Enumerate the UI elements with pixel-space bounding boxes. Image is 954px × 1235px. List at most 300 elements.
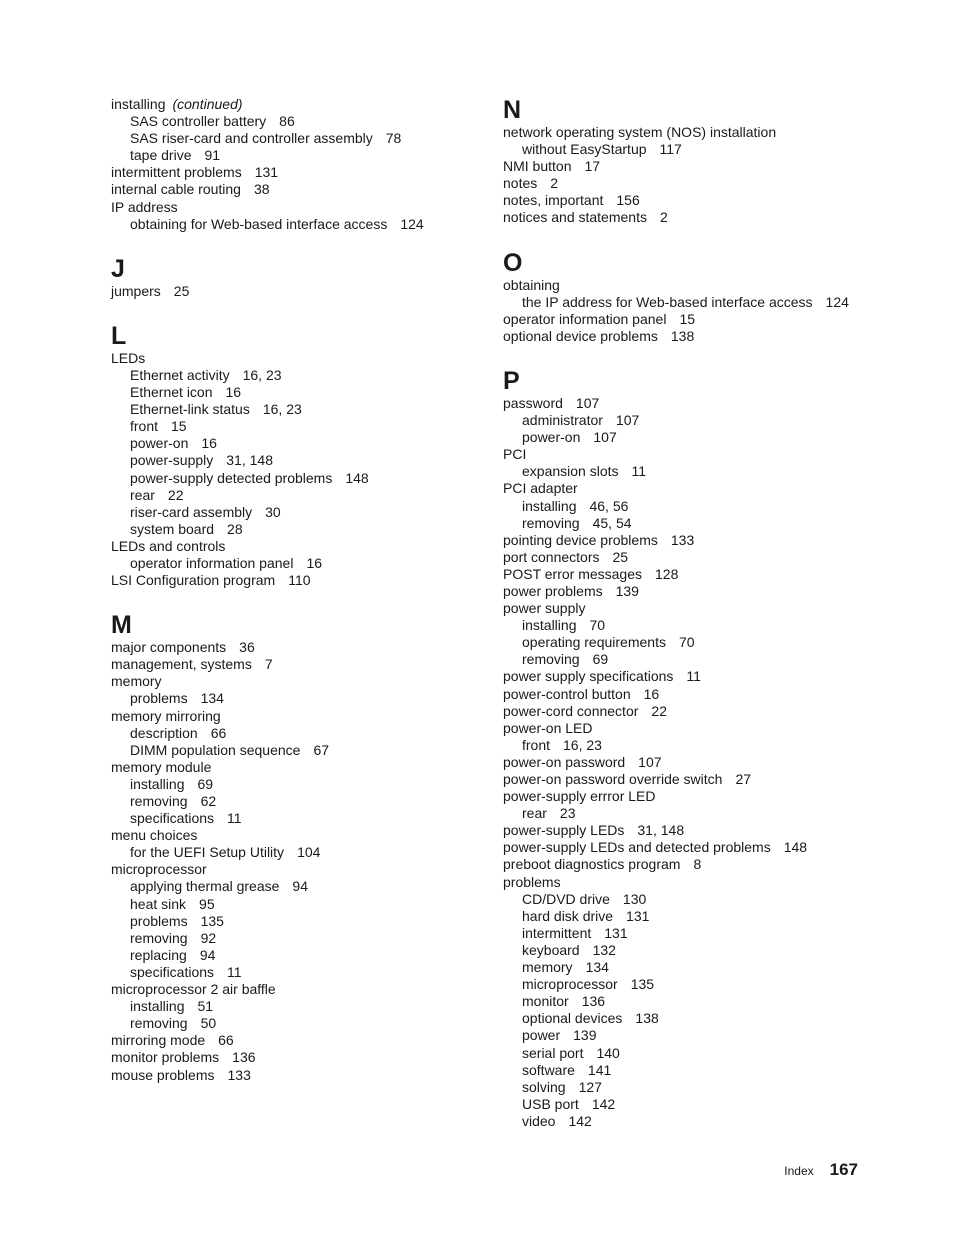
index-term: removing xyxy=(522,514,580,531)
page-reference: 66 xyxy=(210,724,227,741)
index-entry xyxy=(111,350,491,367)
index-subentry xyxy=(503,294,903,311)
page-reference: 135 xyxy=(200,912,224,929)
index-subentry xyxy=(111,947,491,964)
index-subentry xyxy=(503,498,903,515)
page-reference: 94 xyxy=(199,946,216,963)
page-reference: 134 xyxy=(200,690,224,707)
page-reference: 141 xyxy=(587,1061,612,1078)
index-term: microprocessor xyxy=(522,976,618,993)
index-subentry xyxy=(111,793,491,810)
page-reference: 86 xyxy=(279,113,295,130)
index-entry xyxy=(111,759,491,776)
index-subentry xyxy=(503,805,903,822)
page-reference: 31, 148 xyxy=(226,452,273,469)
index-subentry xyxy=(503,1062,903,1079)
index-term: software xyxy=(522,1061,575,1078)
index-subentry xyxy=(503,617,903,634)
index-entry xyxy=(111,199,491,216)
index-term: LEDs xyxy=(111,349,146,366)
page-reference: 15 xyxy=(679,310,696,327)
index-entry xyxy=(503,124,903,141)
index-subentry xyxy=(111,690,491,707)
index-subentry xyxy=(503,1027,903,1044)
page-reference: 36 xyxy=(239,639,255,656)
page-reference: 107 xyxy=(593,429,617,446)
page-reference: 107 xyxy=(638,753,662,770)
index-subentry xyxy=(111,384,491,401)
index-entry xyxy=(503,277,903,294)
index-term: LEDs and controls xyxy=(111,537,226,554)
page-reference: 25 xyxy=(612,548,629,565)
index-subentry xyxy=(111,878,491,895)
index-subentry xyxy=(503,634,903,651)
index-term: specifications xyxy=(130,963,215,980)
index-term: monitor problems xyxy=(111,1049,220,1066)
index-term: mouse problems xyxy=(111,1066,215,1083)
index-entry xyxy=(111,981,491,998)
index-letter-heading: M xyxy=(111,611,132,640)
index-term: replacing xyxy=(130,946,187,963)
page-reference: 78 xyxy=(385,130,402,147)
index-term: power xyxy=(522,1027,561,1044)
index-entry xyxy=(503,686,903,703)
index-column-left xyxy=(111,96,491,1084)
index-term: removing xyxy=(522,651,580,668)
index-subentry xyxy=(111,367,491,384)
page-reference: 66 xyxy=(218,1032,234,1049)
index-term: power supply specifications xyxy=(503,668,674,685)
index-entry xyxy=(503,549,903,566)
index-subentry xyxy=(111,470,491,487)
index-term: microprocessor 2 air baffle xyxy=(111,981,276,998)
index-subentry xyxy=(111,725,491,742)
index-term: installing xyxy=(111,96,166,112)
index-term: without EasyStartup xyxy=(522,141,647,158)
index-term: SAS riser-card and controller assembly xyxy=(130,130,373,147)
index-entry xyxy=(503,856,903,873)
page-reference: 138 xyxy=(635,1010,659,1027)
index-entry xyxy=(503,532,903,549)
page-reference: 95 xyxy=(199,895,215,912)
index-entry xyxy=(503,668,903,685)
index-term: management, systems xyxy=(111,656,252,673)
index-term: notices and statements xyxy=(503,209,647,226)
index-term: operator information panel xyxy=(503,310,667,327)
index-subentry xyxy=(111,487,491,504)
index-term: menu choices xyxy=(111,827,198,844)
index-term: USB port xyxy=(522,1095,579,1112)
index-subentry xyxy=(503,141,903,158)
index-entry xyxy=(503,874,903,891)
index-subentry xyxy=(111,504,491,521)
page-reference: 11 xyxy=(227,810,242,827)
index-term: monitor xyxy=(522,993,569,1010)
index-subentry xyxy=(503,976,903,993)
index-term: installing xyxy=(130,998,185,1015)
page-reference: 16, 23 xyxy=(242,366,282,383)
index-term: internal cable routing xyxy=(111,181,241,198)
index-subentry xyxy=(503,651,903,668)
index-term: installing xyxy=(522,497,577,514)
index-entry xyxy=(503,771,903,788)
index-subentry xyxy=(111,896,491,913)
page-reference: 70 xyxy=(589,617,606,634)
page-reference: 25 xyxy=(173,282,190,299)
index-term: problems xyxy=(130,690,188,707)
index-term: power-supply errror LED xyxy=(503,788,656,805)
index-term: power supply xyxy=(503,600,586,617)
index-subentry xyxy=(503,1045,903,1062)
index-subentry xyxy=(503,925,903,942)
index-entry xyxy=(111,181,491,198)
page-reference: 117 xyxy=(659,141,682,158)
index-letter-heading: N xyxy=(503,96,522,124)
index-entry xyxy=(503,311,903,328)
index-term: CD/DVD drive xyxy=(522,890,610,907)
index-subentry xyxy=(503,1113,903,1130)
index-subentry xyxy=(503,737,903,754)
index-term: power-on xyxy=(130,435,189,452)
index-subentry xyxy=(503,1010,903,1027)
index-entry xyxy=(503,600,903,617)
index-entry xyxy=(111,96,491,113)
index-term: removing xyxy=(130,929,188,946)
page-reference: 22 xyxy=(651,702,667,719)
index-entry xyxy=(111,572,491,589)
index-subentry xyxy=(111,130,491,147)
index-entry xyxy=(111,1067,491,1084)
page-reference: 67 xyxy=(313,741,330,758)
page-reference: 136 xyxy=(232,1049,256,1066)
page-number: 167 xyxy=(829,1160,858,1179)
index-letter-heading: J xyxy=(111,254,125,283)
index-term: memory module xyxy=(111,758,212,775)
index-term: for the UEFI Setup Utility xyxy=(130,844,285,861)
page-reference: 156 xyxy=(616,192,640,209)
page-reference: 139 xyxy=(573,1027,597,1044)
index-subentry xyxy=(111,964,491,981)
page-reference: 38 xyxy=(253,181,270,198)
index-term: tape drive xyxy=(130,147,192,164)
index-entry xyxy=(111,861,491,878)
index-term: optional devices xyxy=(522,1010,623,1027)
index-term: jumpers xyxy=(111,282,161,299)
index-term: description xyxy=(130,724,198,741)
page-reference: 133 xyxy=(227,1066,251,1083)
index-entry xyxy=(503,328,903,345)
index-entry xyxy=(503,720,903,737)
page-reference: 148 xyxy=(345,469,369,486)
index-entry xyxy=(503,566,903,583)
index-entry xyxy=(111,283,491,300)
page-reference: 124 xyxy=(400,215,424,232)
index-term: network operating system (NOS) installation xyxy=(503,124,777,140)
index-entry xyxy=(503,839,903,856)
index-term: removing xyxy=(130,1015,188,1032)
index-term: major components xyxy=(111,639,227,656)
index-subentry xyxy=(503,959,903,976)
index-subentry xyxy=(111,435,491,452)
index-subentry xyxy=(503,993,903,1010)
index-term: pointing device problems xyxy=(503,531,658,548)
index-entry xyxy=(111,656,491,673)
index-subentry xyxy=(111,418,491,435)
index-term: power-supply LEDs xyxy=(503,822,625,839)
page-reference: 107 xyxy=(575,394,600,411)
page-reference: 70 xyxy=(678,634,695,651)
index-subentry xyxy=(503,1096,903,1113)
index-subentry xyxy=(503,1079,903,1096)
page-reference: 28 xyxy=(227,520,243,537)
index-term: operator information panel xyxy=(130,554,294,571)
page-reference: 7 xyxy=(264,656,273,673)
index-term: power-control button xyxy=(503,685,631,702)
page-reference: 45, 54 xyxy=(592,514,632,531)
page-reference: 46, 56 xyxy=(589,497,629,514)
page-reference: 127 xyxy=(578,1078,602,1095)
page-reference: 135 xyxy=(630,976,655,993)
index-term: Ethernet-link status xyxy=(130,401,250,418)
index-term: intermittent problems xyxy=(111,164,242,181)
index-letter-heading: O xyxy=(503,248,523,277)
index-entry xyxy=(111,1032,491,1049)
page-reference: 16, 23 xyxy=(262,401,302,418)
index-term: operating requirements xyxy=(522,634,666,651)
index-term: applying thermal grease xyxy=(130,878,280,895)
index-term: mirroring mode xyxy=(111,1032,206,1049)
index-entry xyxy=(111,827,491,844)
index-term: removing xyxy=(130,793,188,809)
index-subentry xyxy=(111,452,491,469)
index-entry xyxy=(503,395,903,412)
index-letter-heading: P xyxy=(503,366,520,395)
page-reference: 51 xyxy=(197,998,214,1015)
index-term: heat sink xyxy=(130,895,187,912)
page-reference: 16 xyxy=(643,685,660,702)
index-term: video xyxy=(522,1112,556,1129)
page-reference: 142 xyxy=(591,1095,616,1112)
page-reference: 16 xyxy=(201,435,217,452)
page-reference: 132 xyxy=(592,941,616,958)
page-reference: 50 xyxy=(200,1015,217,1032)
index-subentry xyxy=(111,776,491,793)
index-entry xyxy=(503,788,903,805)
index-term: problems xyxy=(130,912,188,929)
page-reference: 62 xyxy=(200,793,217,809)
index-entry xyxy=(503,209,903,226)
index-entry xyxy=(503,703,903,720)
index-term: front xyxy=(130,418,159,435)
index-entry xyxy=(111,673,491,690)
index-term: password xyxy=(503,394,563,411)
index-entry xyxy=(111,639,491,656)
page-reference: 16 xyxy=(225,384,242,401)
index-term: power-supply LEDs and detected problems xyxy=(503,839,771,856)
page-reference: 11 xyxy=(686,668,701,685)
page-reference: 107 xyxy=(615,412,640,429)
index-subentry xyxy=(111,401,491,418)
index-term: notes xyxy=(503,175,538,192)
index-term: memory mirroring xyxy=(111,707,221,724)
index-term: PCI adapter xyxy=(503,480,578,497)
index-term: power-on xyxy=(522,429,581,446)
index-entry xyxy=(111,1049,491,1066)
page-reference: 131 xyxy=(254,164,279,181)
page-reference: 11 xyxy=(227,963,242,980)
page-reference: 134 xyxy=(585,959,609,976)
index-term: Ethernet activity xyxy=(130,366,230,383)
index-subentry xyxy=(111,113,491,130)
index-subentry xyxy=(111,1015,491,1032)
footer-section-label: Index xyxy=(784,1164,814,1178)
page-reference: 128 xyxy=(655,565,679,582)
index-term: optional device problems xyxy=(503,327,658,344)
index-entry xyxy=(503,583,903,600)
page-reference: 69 xyxy=(197,775,214,792)
index-term: problems xyxy=(503,873,561,890)
index-term: solving xyxy=(522,1078,566,1095)
index-term: SAS controller battery xyxy=(130,113,267,130)
index-entry xyxy=(503,192,903,209)
index-term: port connectors xyxy=(503,548,600,565)
page-reference: 104 xyxy=(297,844,321,861)
page-reference: 11 xyxy=(631,463,647,480)
page-reference: 30 xyxy=(265,503,281,520)
page-reference: 31, 148 xyxy=(637,822,685,839)
index-subentry xyxy=(111,844,491,861)
page-reference: 124 xyxy=(825,293,849,310)
page-footer xyxy=(784,1160,858,1180)
index-subentry xyxy=(111,555,491,572)
index-entry xyxy=(503,754,903,771)
index-subentry xyxy=(111,913,491,930)
page-reference: 22 xyxy=(167,486,184,503)
index-term: installing xyxy=(130,775,185,792)
continued-label: (continued) xyxy=(172,96,243,112)
index-term: obtaining xyxy=(503,276,560,293)
page-reference: 91 xyxy=(204,147,221,164)
index-term: memory xyxy=(522,959,573,976)
index-term: microprocessor xyxy=(111,861,207,878)
index-subentry xyxy=(503,891,903,908)
page-reference: 139 xyxy=(615,582,639,599)
index-term: keyboard xyxy=(522,941,580,958)
index-subentry xyxy=(503,515,903,532)
page-reference: 133 xyxy=(670,531,695,548)
page-reference: 15 xyxy=(171,418,187,435)
index-entry xyxy=(111,164,491,181)
page-reference: 94 xyxy=(292,878,308,895)
index-term: power-on LED xyxy=(503,719,593,736)
index-term: rear xyxy=(130,486,155,503)
index-subentry xyxy=(111,998,491,1015)
index-subentry xyxy=(111,810,491,827)
page-reference: 131 xyxy=(626,907,650,924)
index-term: hard disk drive xyxy=(522,907,614,924)
index-term: LSI Configuration program xyxy=(111,572,276,589)
page-reference: 131 xyxy=(604,924,628,941)
index-entry xyxy=(503,158,903,175)
page-reference: 138 xyxy=(670,327,695,344)
index-term: the IP address for Web-based interface access xyxy=(522,293,813,310)
index-entry xyxy=(111,708,491,725)
index-term: obtaining for Web-based interface access xyxy=(130,215,388,232)
page-reference: 140 xyxy=(596,1044,620,1061)
index-entry xyxy=(503,822,903,839)
page-reference: 8 xyxy=(693,856,702,873)
index-subentry xyxy=(111,216,491,233)
index-term: notes, important xyxy=(503,192,604,209)
index-subentry xyxy=(111,521,491,538)
index-subentry xyxy=(111,930,491,947)
index-term: front xyxy=(522,736,551,753)
page-reference: 130 xyxy=(622,890,647,907)
page-reference: 16, 23 xyxy=(563,736,602,753)
index-subentry xyxy=(111,147,491,164)
index-term: riser-card assembly xyxy=(130,503,253,520)
index-term: DIMM population sequence xyxy=(130,741,301,758)
index-subentry xyxy=(503,463,903,480)
index-term: PCI xyxy=(503,446,527,463)
page-reference: 142 xyxy=(568,1112,592,1129)
index-subentry xyxy=(111,742,491,759)
page-reference: 16 xyxy=(306,554,323,571)
index-term: serial port xyxy=(522,1044,584,1061)
index-term: system board xyxy=(130,520,215,537)
index-term: installing xyxy=(522,617,577,634)
index-letter-heading: L xyxy=(111,321,127,350)
page-reference: 110 xyxy=(288,572,311,589)
page-reference: 136 xyxy=(581,993,606,1010)
index-term: memory xyxy=(111,673,162,690)
index-subentry xyxy=(503,942,903,959)
index-term: expansion slots xyxy=(522,463,619,480)
index-term: power problems xyxy=(503,582,603,599)
page-reference: 2 xyxy=(659,209,668,226)
index-term: administrator xyxy=(522,412,603,429)
index-column-right xyxy=(503,96,903,1130)
page-reference: 23 xyxy=(559,805,576,822)
index-term: power-supply detected problems xyxy=(130,469,333,486)
index-term: IP address xyxy=(111,198,178,215)
index-subentry xyxy=(503,429,903,446)
index-subentry xyxy=(503,412,903,429)
index-term: NMI button xyxy=(503,158,572,175)
page-reference: 69 xyxy=(592,651,609,668)
index-subentry xyxy=(503,908,903,925)
index-entry xyxy=(503,446,903,463)
index-term: rear xyxy=(522,805,547,822)
page-reference: 148 xyxy=(783,839,808,856)
index-term: Ethernet icon xyxy=(130,384,213,401)
page-reference: 2 xyxy=(550,175,559,192)
index-entry xyxy=(503,480,903,497)
index-term: power-on password override switch xyxy=(503,771,723,787)
index-term: intermittent xyxy=(522,924,592,941)
page-reference: 17 xyxy=(584,158,601,175)
index-term: POST error messages xyxy=(503,565,643,582)
index-term: power-supply xyxy=(130,452,214,469)
index-entry xyxy=(503,175,903,192)
index-term: preboot diagnostics program xyxy=(503,856,681,873)
page-reference: 27 xyxy=(735,771,752,787)
index-entry xyxy=(111,538,491,555)
index-term: power-on password xyxy=(503,753,626,770)
index-term: specifications xyxy=(130,810,215,827)
index-term: power-cord connector xyxy=(503,702,639,719)
page-reference: 92 xyxy=(200,929,217,946)
